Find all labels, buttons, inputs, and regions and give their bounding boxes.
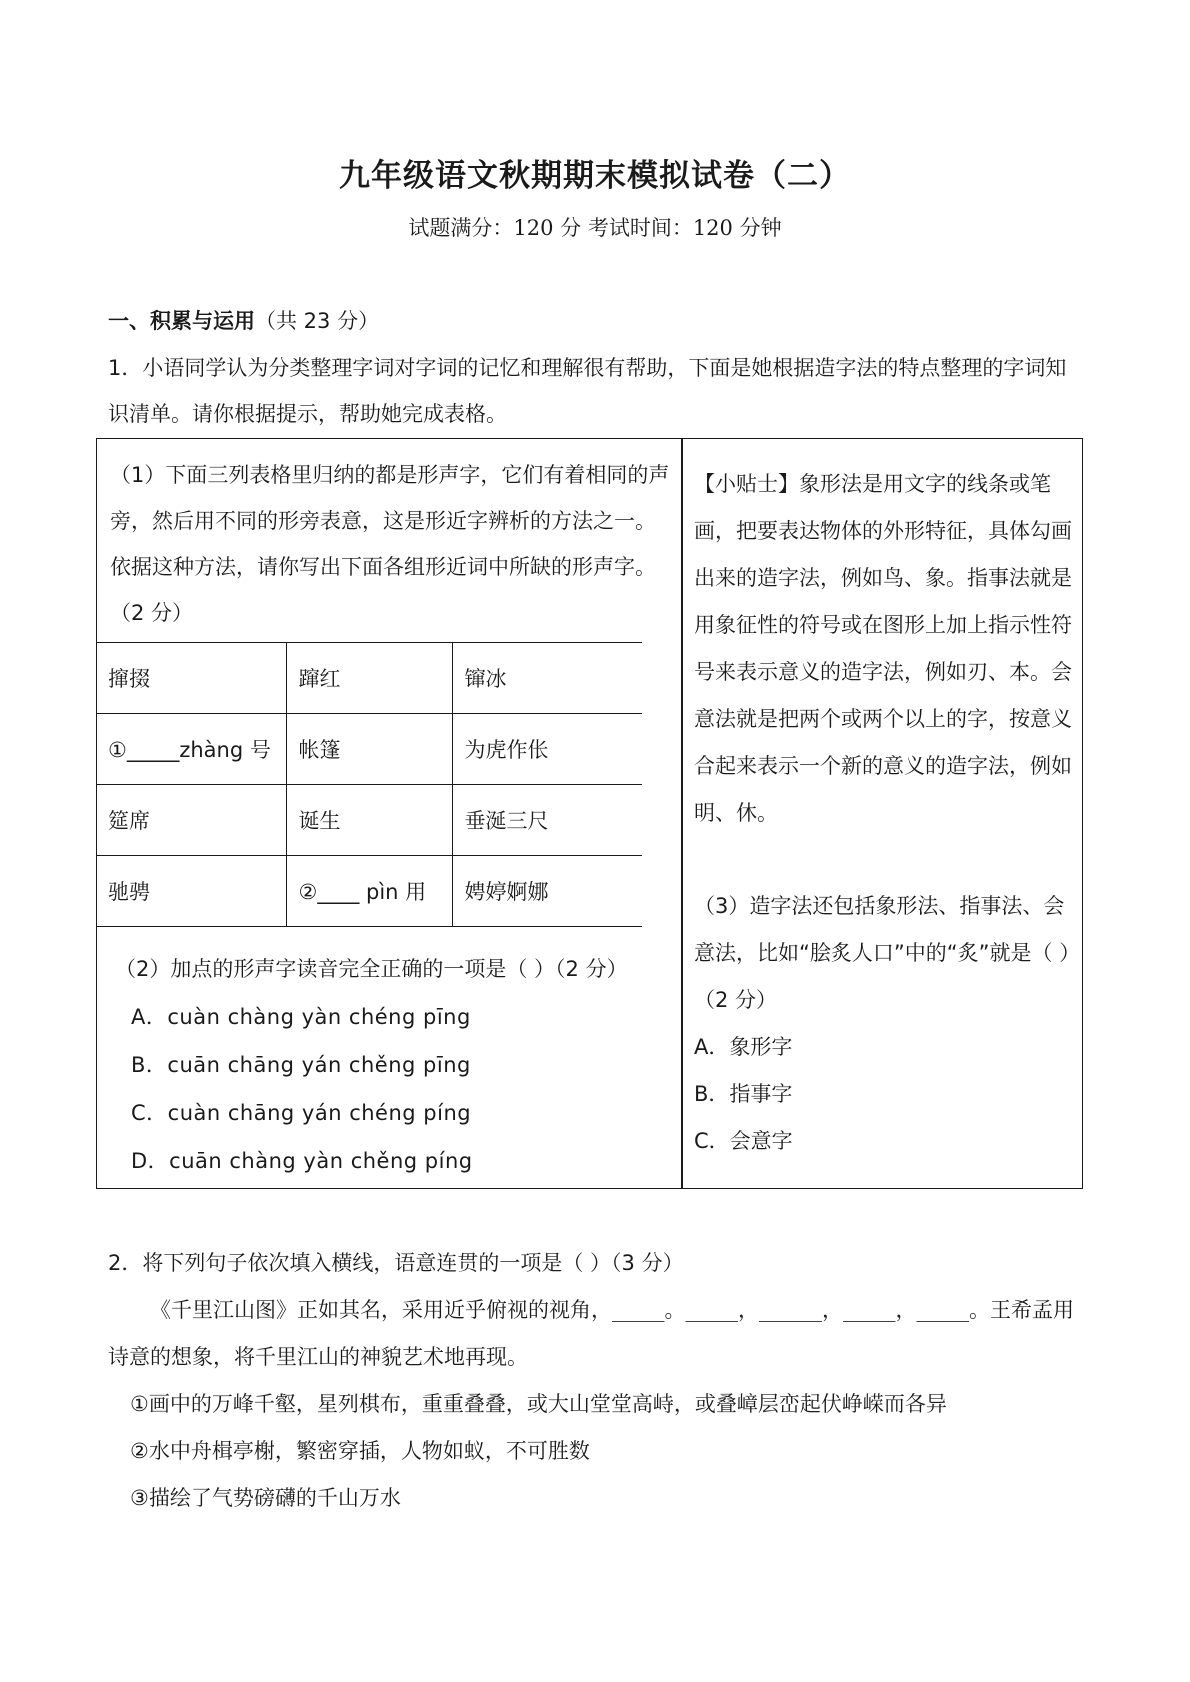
table-cell: 蹿红 xyxy=(286,643,452,714)
sentence-item: ②水中舟楫亭榭，繁密穿插，人物如蚁，不可胜数 xyxy=(130,1439,590,1463)
question-1-part-3 xyxy=(694,883,1074,1165)
page-title: 九年级语文秋期期末模拟试卷（二） xyxy=(339,158,851,194)
tip-box: 【小贴士】象形法是用文字的线条或笔画，把要表达物体的外形特征，具体勾画出来的造字法，例如鸟、象。指事法就是用象征性的符号或在图形上加上指示性符号来表示意义的造字法，例如刃、本。会意法就是把两个或两个以上的字，按意义合起来表示一个新的意义的造字法，例如明、休。 xyxy=(694,472,1072,825)
table-cell: 诞生 xyxy=(286,785,452,856)
character-table xyxy=(96,642,642,927)
sentence-item: ③描绘了气势磅礴的千山万水 xyxy=(130,1486,401,1510)
table-cell: 帐篷 xyxy=(286,714,452,785)
table-cell: 撺掇 xyxy=(96,643,286,714)
question-2-stem: 2．将下列句子依次填入横线，语意连贯的一项是（ ）（3 分） xyxy=(108,1251,684,1275)
question-1-part-2 xyxy=(115,945,675,1185)
table-cell-blank-1[interactable]: ①_____zhàng 号 xyxy=(96,714,286,785)
part-3-option-c[interactable]: C．会意字 xyxy=(694,1129,793,1153)
sentence-item: ①画中的万峰千壑，星列棋布，重重叠叠，或大山堂堂高峙，或叠嶂层峦起伏峥嵘而各异 xyxy=(130,1392,947,1416)
table-row xyxy=(96,785,642,856)
section-heading xyxy=(108,305,379,335)
part-3-option-a[interactable]: A．象形字 xyxy=(694,1035,793,1059)
table-row xyxy=(96,856,642,927)
section-points: （共 23 分） xyxy=(255,309,380,333)
question-2 xyxy=(108,1240,1088,1522)
part-2-stem: （2）加点的形声字读音完全正确的一项是（ ）（2 分） xyxy=(115,957,628,981)
question-1-part-1: （1）下面三列表格里归纳的都是形声字，它们有着相同的声旁，然后用不同的形旁表意，这是形近字辨析的方法之一。依据这种方法，请你写出下面各组形近词中所缺的形声字。（2 分） xyxy=(110,463,670,625)
table-cell-blank-2[interactable]: ②____ pìn 用 xyxy=(286,856,452,927)
option-d[interactable]: D．cuān chàng yàn chěng píng xyxy=(131,1149,473,1173)
table-cell: 垂涎三尺 xyxy=(452,785,642,856)
option-c[interactable]: C．cuàn chāng yán chéng píng xyxy=(131,1101,472,1125)
exam-info: 试题满分：120 分 考试时间：120 分钟 xyxy=(408,216,782,240)
table-cell: 为虎作伥 xyxy=(452,714,642,785)
part-3-stem: （3）造字法还包括象形法、指事法、会意法，比如“脍炙人口”中的“炙”就是（ ）（2 分） xyxy=(694,894,1070,1012)
table-cell: 筵席 xyxy=(96,785,286,856)
table-cell: 娉婷婀娜 xyxy=(452,856,642,927)
table-row xyxy=(96,643,642,714)
option-b[interactable]: B．cuān chāng yán chěng pīng xyxy=(131,1053,471,1077)
table-divider xyxy=(681,438,683,1189)
table-cell: 驰骋 xyxy=(96,856,286,927)
table-row xyxy=(96,714,642,785)
question-2-passage: 《千里江山图》正如其名，采用近乎俯视的视角，_____。_____，______，_____，_____。王希孟用诗意的想象，将千里江山的神貌艺术地再现。 xyxy=(108,1298,1074,1369)
question-1-stem: 1．小语同学认为分类整理字词对字词的记忆和理解很有帮助，下面是她根据造字法的特点整理的字词知识清单。请你根据提示，帮助她完成表格。 xyxy=(108,356,1067,426)
option-a[interactable]: A．cuàn chàng yàn chéng pīng xyxy=(131,1005,471,1029)
section-label: 一、积累与运用 xyxy=(108,309,255,333)
table-cell: 镩冰 xyxy=(452,643,642,714)
part-3-option-b[interactable]: B．指事字 xyxy=(694,1082,793,1106)
